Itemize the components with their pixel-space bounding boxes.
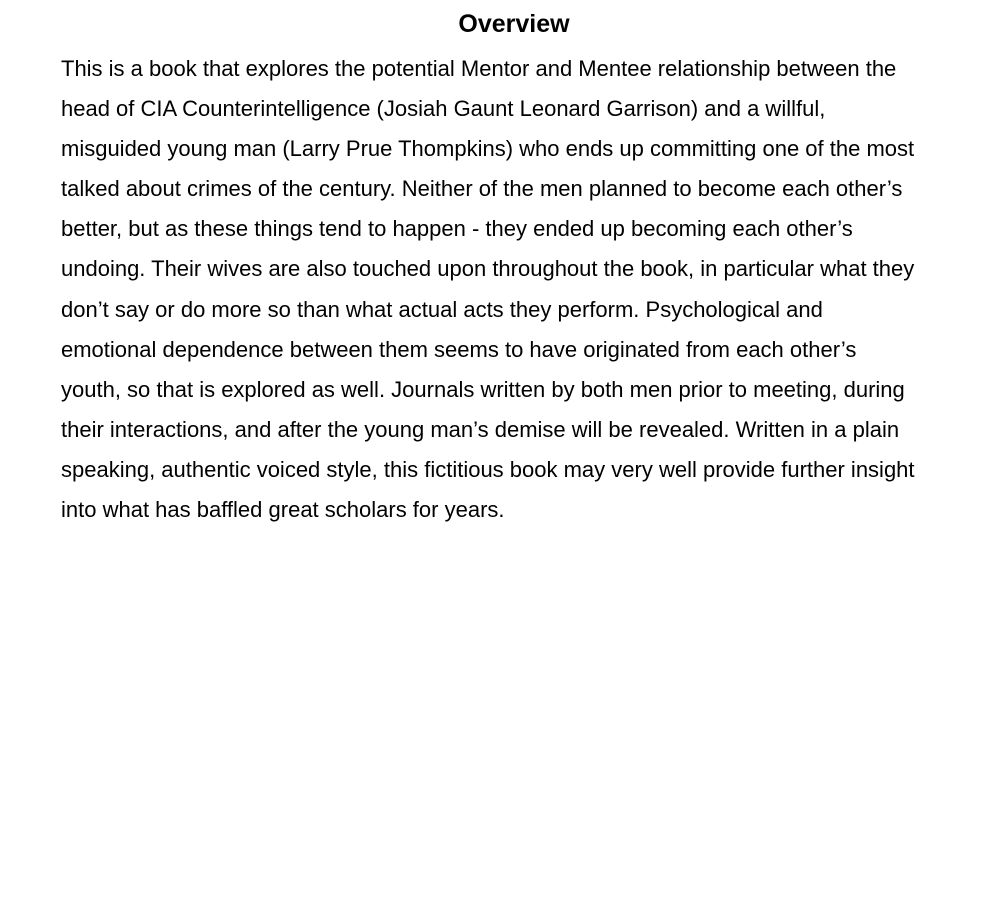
paragraph-line: better, but as these things tend to happen - they ended up becoming each other’s bbox=[61, 216, 853, 242]
paragraph-line: emotional dependence between them seems to have originated from each other’s bbox=[61, 336, 857, 362]
paragraph-line: This is a book that explores the potential Mentor and Mentee relationship between the bbox=[61, 56, 897, 81]
paragraph-line: misguided young man (Larry Prue Thompkins) who ends up committing one of the most bbox=[61, 136, 915, 162]
paragraph-line: head of CIA Counterintelligence (Josiah Gaunt Leonard Garrison) and a willful, bbox=[61, 96, 826, 122]
paragraph-line: their interactions, and after the young man’s demise will be revealed. Written in a plain bbox=[61, 416, 900, 442]
overview-paragraph bbox=[61, 49, 976, 530]
paragraph-line: speaking, authentic voiced style, this fictitious book may very well provide further insight bbox=[61, 456, 915, 482]
paragraph-line: into what has baffled great scholars for years. bbox=[61, 497, 505, 523]
page-title: Overview bbox=[458, 10, 570, 38]
paragraph-line: undoing. Their wives are also touched upon throughout the book, in particular what they bbox=[61, 256, 915, 282]
paragraph-line: youth, so that is explored as well. Journals written by both men prior to meeting, during bbox=[61, 376, 905, 402]
paragraph-line: don’t say or do more so than what actual acts they perform. Psychological and bbox=[61, 296, 823, 322]
paragraph-line: talked about crimes of the century. Neither of the men planned to become each other’s bbox=[61, 176, 903, 202]
